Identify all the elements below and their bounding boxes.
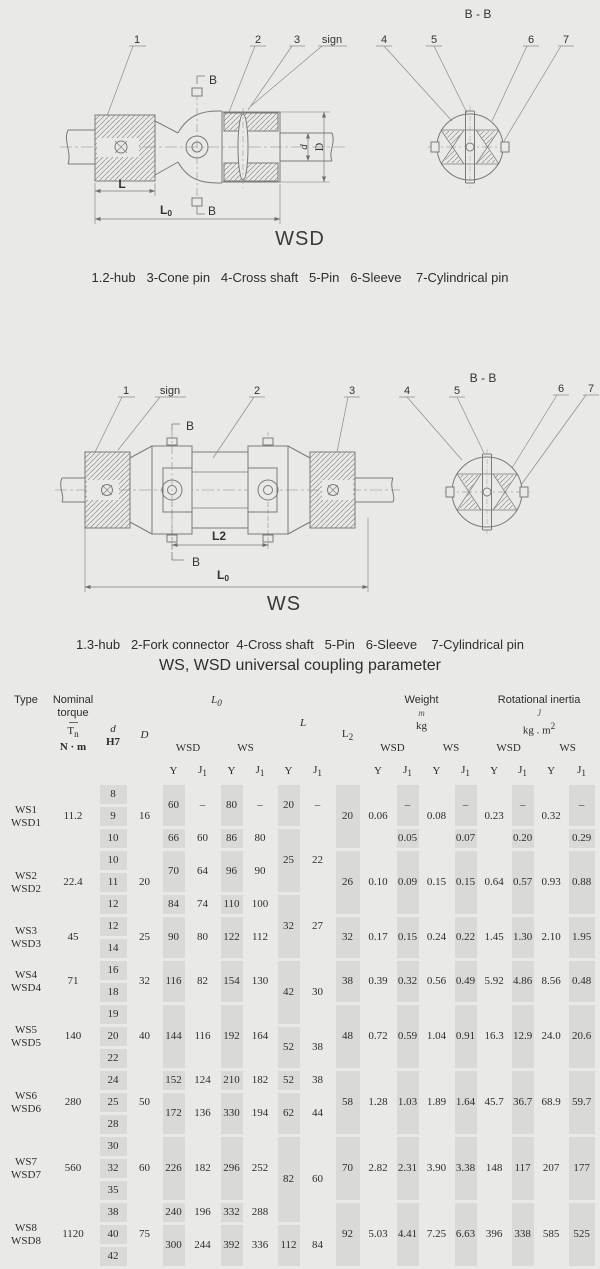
weight-ws-y-cell: 0.08: [426, 810, 447, 823]
wsd-section-mark-b-bottom: B: [207, 204, 217, 218]
l0-ws-j1-cell: 164: [251, 1030, 269, 1043]
l0-ws-y-cell: 86: [217, 828, 246, 850]
weight-ws-j1-cell: 0.49: [451, 960, 480, 1004]
weight-wsd-j1-cell: 2.31: [393, 1136, 422, 1202]
weight-ws-y-cell: 0.15: [426, 876, 447, 889]
l-j1-cell: 22: [312, 854, 324, 867]
ws-drawing: [0, 368, 600, 620]
inertia-wsd-j1-cell: 4.86: [508, 960, 537, 1004]
l0-ws-y-cell: 332: [217, 1202, 246, 1224]
ws-section-title: B - B: [469, 371, 497, 385]
col-group-l: L: [299, 717, 307, 730]
D-cell: 20: [139, 876, 150, 889]
l-j1-cell: 84: [312, 1239, 324, 1252]
weight-ws-y-cell: 7.25: [426, 1228, 447, 1241]
l-j1-cell: 27: [312, 920, 324, 933]
subgroup-l0-ws: WS: [237, 742, 254, 755]
d-cell: 10: [96, 828, 130, 850]
weight-wsd-y-cell: 5.03: [368, 1228, 388, 1241]
weight-ws-j1-cell: 1.64: [451, 1070, 480, 1136]
l0-wsd-j1-cell: 196: [194, 1206, 211, 1219]
ws-callout-sign: sign: [159, 385, 181, 397]
l0-ws-y-cell: 110: [217, 894, 246, 916]
wsd-variant-label: WSD: [275, 228, 325, 250]
l-j1-cell: 38: [312, 1074, 324, 1087]
inertia-ws-y-cell: 2.10: [541, 931, 561, 944]
subcol-y: Y: [432, 765, 441, 778]
weight-ws-y-cell: 3.90: [426, 1162, 447, 1175]
weight-ws-j1-cell: 0.07: [451, 828, 480, 850]
l-y-cell: 52: [274, 1026, 303, 1070]
inertia-wsd-j1-cell: 1.30: [508, 916, 537, 960]
type-cell: WS1 WSD1: [11, 803, 41, 829]
l-y-cell: 82: [274, 1136, 303, 1224]
D-cell: 60: [139, 1162, 150, 1175]
l0-wsd-j1-cell: –: [199, 799, 206, 812]
inertia-wsd-y-cell: 16.3: [484, 1030, 504, 1043]
l0-ws-j1-cell: 112: [251, 931, 269, 944]
wsd-section-mark-b-top: B: [208, 73, 218, 87]
weight-wsd-j1-cell: 0.59: [393, 1004, 422, 1070]
d-cell: 20: [96, 1026, 130, 1048]
col-type: Type: [14, 694, 38, 706]
inertia-wsd-y-cell: 1.45: [484, 931, 504, 944]
l0-wsd-y-cell: 60: [159, 784, 188, 828]
ws-dim-L0: L0: [216, 568, 230, 583]
weight-wsd-y-cell: 0.17: [368, 931, 388, 944]
inertia-ws-j1-cell: –: [565, 784, 598, 828]
l0-wsd-j1-cell: 124: [194, 1074, 211, 1087]
subgroup-weight-wsd: WSD: [380, 742, 405, 755]
d-cell: 28: [96, 1114, 130, 1136]
l0-wsd-j1-cell: 136: [194, 1107, 211, 1120]
inertia-ws-y-cell: 8.56: [541, 975, 561, 988]
wsd-callout-7: 7: [562, 34, 570, 46]
l-y-cell: 112: [274, 1224, 303, 1268]
weight-wsd-j1-cell: 4.41: [393, 1202, 422, 1268]
l-j1-cell: 44: [312, 1107, 324, 1120]
wsd-dim-L0: L0: [159, 203, 173, 218]
subgroup-inertia-ws: WS: [559, 742, 576, 755]
l0-wsd-j1-cell: 80: [197, 931, 208, 944]
l0-wsd-y-cell: 116: [159, 960, 188, 1004]
l0-wsd-j1-cell: 244: [194, 1239, 211, 1252]
D-cell: 50: [139, 1096, 150, 1109]
inertia-wsd-y-cell: 0.64: [484, 876, 504, 889]
type-cell: WS5 WSD5: [11, 1023, 41, 1049]
d-cell: 9: [96, 806, 130, 828]
ws-callout-6: 6: [557, 383, 565, 395]
torque-cell: 45: [67, 931, 79, 944]
inertia-ws-y-cell: 68.9: [541, 1096, 561, 1109]
l2-cell: 92: [332, 1202, 363, 1268]
type-cell: WS4 WSD4: [11, 968, 41, 994]
l0-ws-y-cell: 192: [217, 1004, 246, 1070]
weight-ws-j1-cell: 6.63: [451, 1202, 480, 1268]
l0-ws-j1-cell: 80: [254, 832, 266, 845]
weight-ws-y-cell: 0.56: [426, 975, 447, 988]
wsd-callout-sign: sign: [321, 34, 343, 46]
weight-wsd-y-cell: 2.82: [368, 1162, 388, 1175]
subcol-y: Y: [169, 765, 178, 778]
D-cell: 40: [139, 1030, 150, 1043]
torque-cell: 11.2: [63, 810, 83, 823]
col-D: D: [140, 729, 149, 742]
d-cell: 16: [96, 960, 130, 982]
type-cell: WS2 WSD2: [11, 869, 41, 895]
l-y-cell: 32: [274, 894, 303, 960]
wsd-drawing: [0, 0, 600, 262]
weight-wsd-j1-cell: –: [393, 784, 422, 828]
D-cell: 75: [139, 1228, 150, 1241]
l-j1-cell: 38: [312, 1041, 324, 1054]
d-cell: 22: [96, 1048, 130, 1070]
wsd-callout-6: 6: [527, 34, 535, 46]
inertia-ws-j1-cell: 20.6: [565, 1004, 598, 1070]
ws-callout-2: 2: [253, 385, 261, 397]
inertia-wsd-y-cell: 45.7: [484, 1096, 504, 1109]
subgroup-l0-wsd: WSD: [175, 742, 201, 755]
weight-wsd-j1-cell: 0.05: [393, 828, 422, 850]
l0-wsd-y-cell: 84: [159, 894, 188, 916]
inertia-ws-j1-cell: 59.7: [565, 1070, 598, 1136]
l0-ws-y-cell: 210: [217, 1070, 246, 1092]
col-group-weight: Weight m kg: [404, 694, 439, 732]
ws-dim-L2: L2: [211, 529, 227, 543]
wsd-callout-3: 3: [293, 34, 301, 46]
l0-wsd-y-cell: 66: [159, 828, 188, 850]
wsd-dim-d: d: [298, 144, 310, 150]
l-j1-cell: 60: [312, 1173, 324, 1186]
torque-cell: 22.4: [63, 876, 83, 889]
d-cell: 11: [96, 872, 130, 894]
l0-ws-y-cell: 296: [217, 1136, 246, 1202]
ws-section-mark-b-top: B: [185, 419, 195, 433]
inertia-wsd-j1-cell: 0.57: [508, 850, 537, 916]
subgroup-inertia-wsd: WSD: [496, 742, 521, 755]
ws-callout-1: 1: [122, 385, 130, 397]
weight-wsd-j1-cell: 0.32: [393, 960, 422, 1004]
col-group-inertia: Rotational inertia J kg . $m^2$: [497, 694, 581, 737]
wsd-caption: 1.2-hub 3-Cone pin 4-Cross shaft 5-Pin 6-Sleeve 7-Cylindrical pin: [91, 270, 509, 285]
ws-callout-5: 5: [453, 385, 461, 397]
inertia-wsd-y-cell: 148: [485, 1162, 503, 1175]
weight-ws-j1-cell: 0.91: [451, 1004, 480, 1070]
torque-cell: 1120: [62, 1228, 84, 1241]
d-cell: 8: [96, 784, 130, 806]
wsd-section-title: B - B: [464, 7, 492, 21]
l0-ws-j1-cell: 182: [251, 1074, 269, 1087]
l0-ws-j1-cell: 252: [251, 1162, 269, 1175]
inertia-wsd-j1-cell: 36.7: [508, 1070, 537, 1136]
weight-wsd-j1-cell: 1.03: [393, 1070, 422, 1136]
d-cell: 24: [96, 1070, 130, 1092]
l0-wsd-j1-cell: 82: [197, 975, 208, 988]
weight-ws-j1-cell: 0.15: [451, 850, 480, 916]
d-cell: 38: [96, 1202, 130, 1224]
subcol-j1: $J_1$: [518, 763, 527, 778]
weight-ws-j1-cell: –: [451, 784, 480, 828]
wsd-callout-2: 2: [254, 34, 262, 46]
weight-ws-y-cell: 1.04: [426, 1030, 447, 1043]
weight-ws-j1-cell: 3.38: [451, 1136, 480, 1202]
subcol-j1: $J_1$: [313, 763, 322, 778]
l0-wsd-y-cell: 70: [159, 850, 188, 894]
weight-wsd-j1-cell: 0.15: [393, 916, 422, 960]
inertia-ws-y-cell: 0.32: [541, 810, 561, 823]
l0-ws-j1-cell: 90: [254, 865, 266, 878]
wsd-callout-1: 1: [133, 34, 141, 46]
col-l2: $L_2$: [341, 727, 354, 742]
col-torque: Nominal torque $T_n$ N · m: [52, 694, 94, 754]
weight-wsd-j1-cell: 0.09: [393, 850, 422, 916]
d-cell: 12: [96, 916, 130, 938]
inertia-wsd-j1-cell: 117: [508, 1136, 537, 1202]
weight-wsd-y-cell: 1.28: [368, 1096, 388, 1109]
l0-wsd-y-cell: 90: [159, 916, 188, 960]
torque-cell: 280: [64, 1096, 82, 1109]
inertia-wsd-j1-cell: –: [508, 784, 537, 828]
subcol-y: Y: [374, 765, 382, 778]
inertia-wsd-y-cell: 0.23: [484, 810, 504, 823]
weight-wsd-y-cell: 0.06: [368, 810, 388, 823]
l0-ws-j1-cell: 100: [251, 898, 269, 911]
l2-cell: 58: [332, 1070, 363, 1136]
l2-cell: 48: [332, 1004, 363, 1070]
l-y-cell: 20: [274, 784, 303, 828]
wsd-callout-5: 5: [430, 34, 438, 46]
D-cell: 32: [139, 975, 150, 988]
col-d: d H7: [105, 722, 121, 748]
d-cell: 12: [96, 894, 130, 916]
wsd-callout-4: 4: [380, 34, 388, 46]
d-cell: 40: [96, 1224, 130, 1246]
ws-callout-4: 4: [403, 385, 411, 397]
d-cell: 32: [96, 1158, 130, 1180]
ws-caption: 1.3-hub 2-Fork connector 4-Cross shaft 5-Pin 6-Sleeve 7-Cylindrical pin: [76, 637, 524, 652]
inertia-ws-j1-cell: 1.95: [565, 916, 598, 960]
D-cell: 25: [139, 931, 150, 944]
l2-cell: 26: [332, 850, 363, 916]
ws-variant-label: WS: [266, 593, 302, 615]
l-j1-cell: –: [314, 799, 321, 812]
l0-wsd-y-cell: 226: [159, 1136, 188, 1202]
inertia-wsd-y-cell: 5.92: [484, 975, 504, 988]
l-y-cell: 25: [274, 828, 303, 894]
subcol-y: Y: [227, 765, 236, 778]
l0-ws-y-cell: 80: [217, 784, 246, 828]
l0-wsd-y-cell: 172: [159, 1092, 188, 1136]
l0-wsd-j1-cell: 60: [197, 832, 208, 845]
l2-cell: 32: [332, 916, 363, 960]
type-cell: WS6 WSD6: [11, 1089, 41, 1115]
d-cell: 35: [96, 1180, 130, 1202]
wsd-dim-D: D: [312, 142, 326, 152]
l-j1-cell: 30: [312, 986, 324, 999]
weight-ws-y-cell: 0.24: [426, 931, 447, 944]
d-cell: 30: [96, 1136, 130, 1158]
d-cell: 14: [96, 938, 130, 960]
inertia-ws-y-cell: 0.93: [541, 876, 561, 889]
subcol-y: Y: [284, 765, 293, 778]
inertia-ws-j1-cell: 0.88: [565, 850, 598, 916]
l0-wsd-y-cell: 144: [159, 1004, 188, 1070]
subcol-y: Y: [547, 765, 556, 778]
torque-cell: 71: [67, 975, 79, 988]
l2-cell: 70: [332, 1136, 363, 1202]
torque-cell: 140: [64, 1030, 82, 1043]
l0-ws-j1-cell: 336: [251, 1239, 269, 1252]
subcol-j1: $J_1$: [577, 763, 586, 778]
inertia-wsd-j1-cell: 0.20: [508, 828, 537, 850]
ws-section-mark-b-bottom: B: [191, 555, 201, 569]
weight-ws-y-cell: 1.89: [426, 1096, 447, 1109]
inertia-wsd-j1-cell: 12.9: [508, 1004, 537, 1070]
d-cell: 25: [96, 1092, 130, 1114]
l2-cell: 20: [332, 784, 363, 850]
l0-ws-j1-cell: –: [257, 799, 263, 812]
l0-ws-y-cell: 122: [217, 916, 246, 960]
l0-ws-y-cell: 330: [217, 1092, 246, 1136]
subcol-j1: $J_1$: [461, 763, 470, 778]
inertia-ws-j1-cell: 525: [565, 1202, 598, 1268]
l0-wsd-j1-cell: 116: [194, 1030, 211, 1043]
ws-callout-7: 7: [587, 383, 595, 395]
page-title: WS, WSD universal coupling parameter: [159, 657, 441, 674]
wsd-dim-L: L: [118, 177, 126, 191]
l2-cell: 38: [332, 960, 363, 1004]
inertia-ws-j1-cell: 0.29: [565, 828, 598, 850]
weight-wsd-y-cell: 0.72: [368, 1030, 388, 1043]
d-cell: 19: [96, 1004, 130, 1026]
l0-ws-y-cell: 154: [217, 960, 246, 1004]
subgroup-weight-ws: WS: [442, 742, 460, 755]
inertia-ws-y-cell: 585: [542, 1228, 560, 1241]
subcol-y: Y: [490, 765, 499, 778]
d-cell: 10: [96, 850, 130, 872]
l0-wsd-y-cell: 240: [159, 1202, 188, 1224]
inertia-wsd-j1-cell: 338: [508, 1202, 537, 1268]
inertia-ws-j1-cell: 177: [565, 1136, 598, 1202]
weight-ws-j1-cell: 0.22: [451, 916, 480, 960]
d-cell: 42: [96, 1246, 130, 1268]
l0-ws-j1-cell: 194: [251, 1107, 269, 1120]
l0-ws-y-cell: 96: [217, 850, 246, 894]
l0-wsd-y-cell: 300: [159, 1224, 188, 1268]
inertia-wsd-y-cell: 396: [485, 1228, 503, 1241]
l0-wsd-j1-cell: 74: [197, 898, 208, 911]
subcol-j1: $J_1$: [255, 763, 265, 778]
l-y-cell: 52: [274, 1070, 303, 1092]
l0-wsd-j1-cell: 64: [197, 865, 208, 878]
inertia-ws-y-cell: 207: [542, 1162, 560, 1175]
l-y-cell: 62: [274, 1092, 303, 1136]
l0-wsd-j1-cell: 182: [194, 1162, 211, 1175]
subcol-j1: $J_1$: [198, 763, 207, 778]
subcol-j1: $J_1$: [403, 763, 412, 778]
type-cell: WS3 WSD3: [11, 924, 41, 950]
parameter-table: [2, 688, 598, 1268]
col-group-l0: $L_0$: [211, 694, 222, 709]
l0-wsd-y-cell: 152: [159, 1070, 188, 1092]
weight-wsd-y-cell: 0.10: [368, 876, 388, 889]
torque-cell: 560: [64, 1162, 82, 1175]
d-cell: 18: [96, 982, 130, 1004]
inertia-ws-j1-cell: 0.48: [565, 960, 598, 1004]
type-cell: WS7 WSD7: [11, 1155, 41, 1181]
l0-ws-j1-cell: 288: [251, 1206, 269, 1219]
D-cell: 16: [139, 810, 150, 823]
weight-wsd-y-cell: 0.39: [368, 975, 388, 988]
inertia-ws-y-cell: 24.0: [541, 1030, 561, 1043]
l0-ws-y-cell: 392: [217, 1224, 246, 1268]
l-y-cell: 42: [274, 960, 303, 1026]
type-cell: WS8 WSD8: [11, 1221, 41, 1247]
ws-callout-3: 3: [348, 385, 356, 397]
l0-ws-j1-cell: 130: [251, 975, 269, 988]
